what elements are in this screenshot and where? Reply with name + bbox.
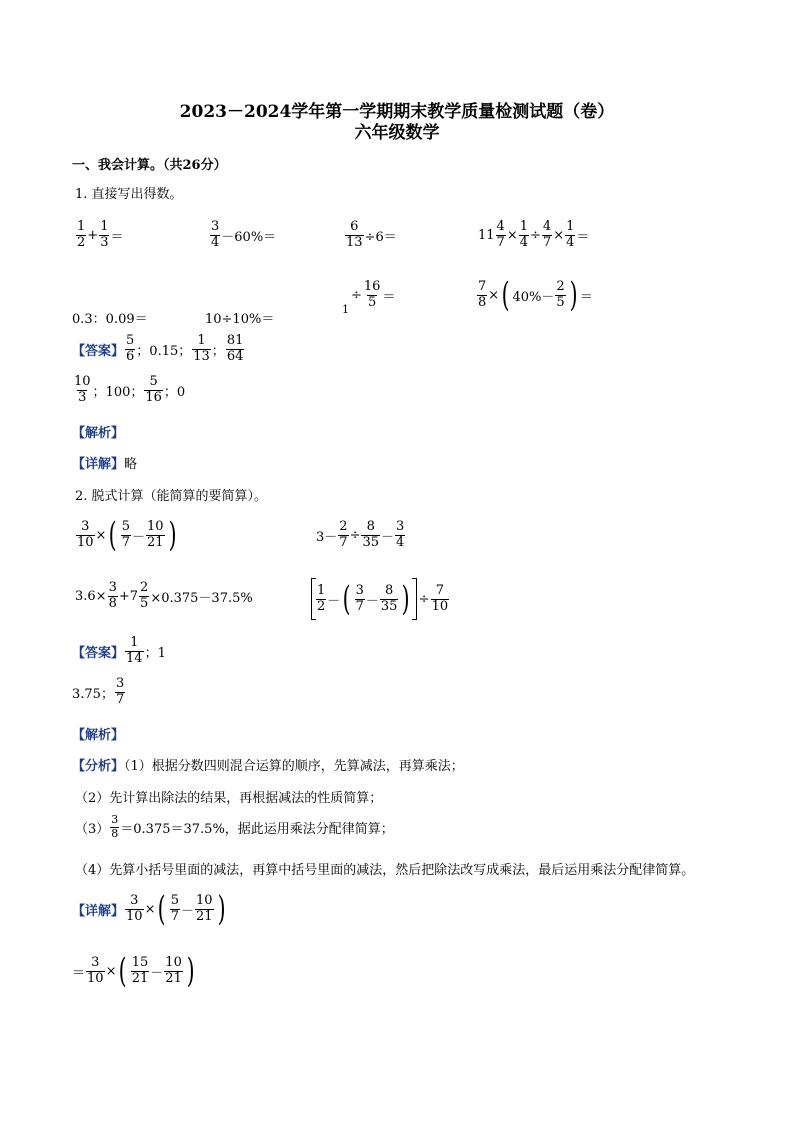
q2-detail-line1: 【详解】 $\frac{3}{10}$ × ( 5 7 － 10 21 )	[72, 889, 226, 929]
q1-expr-d: 11 $\frac{4}{7}$ × $\frac{1}{4}$ ÷ $\frac{4}{7}$ × $\frac{1}{4}$ ＝	[478, 219, 590, 250]
section-heading: 一、我会计算。（共26分）	[72, 158, 227, 173]
q1-detail: 【详解】略	[72, 457, 138, 472]
page-subtitle: 六年级数学	[354, 123, 440, 143]
q1-expr-c: $\frac{6}{13}$ ÷6＝	[346, 219, 397, 250]
q1-expr-b: 3 4 －60%＝	[211, 219, 277, 250]
q2-expr-2: 3－ $\frac{2}{7}$ ÷ $\frac{8}{35}$ － 3 4	[316, 519, 405, 550]
q2-expr-4: 1 2 － ( 3 7 － 8 35 ) ÷ $\frac{7}{10}$	[311, 578, 450, 620]
q2-answer: 【答案】 1 14 ；1	[72, 635, 166, 666]
q2-analysis-label: 【解析】	[72, 728, 125, 743]
q2-answer-line2: 3.75； 3 7	[72, 676, 125, 707]
q2-analysis-1: 【分析】（1）根据分数四则混合运算的顺序，先算减法，再算乘法；	[72, 759, 464, 774]
q1-expr-a: 1 2 + $\frac{1}{3}$ ＝	[77, 219, 124, 250]
q2-analysis-3: （3） 3 8 ＝0.375＝37.5%，据此运用乘法分配律简算；	[75, 813, 394, 840]
q1-answer-line2: 10 3 ；100； 5 16 ；0	[74, 374, 186, 405]
q1-expr-f: 10÷10%＝	[205, 312, 275, 327]
q2-expr-1: $\frac{3}{10}$ × ( 5 7 － 10 21 )	[77, 515, 177, 555]
q2-detail-line2: ＝ $\frac{3}{10}$ × ( 15 21 － 10 21 )	[72, 951, 195, 991]
q1-expr-g: 1 ÷ $\frac{16}{5}$ ＝	[342, 279, 396, 316]
q1-expr-e: 0.3：0.09＝	[72, 312, 148, 327]
q2-analysis-4: （4）先算小括号里面的减法，再算中括号里面的减法，然后把除法改写成乘法，最后运用乘法分配律简算。	[75, 863, 695, 878]
question-2-label: 2. 脱式计算（能简算的要简算）。	[75, 489, 268, 504]
q1-expr-h: $\frac{7}{8}$ × ( 40%－ 2 5 ) ＝	[478, 275, 593, 315]
q2-expr-3: 3.6× $\frac{3}{8}$ +7 $\frac{2}{5}$ ×0.375－37.5%	[75, 580, 253, 611]
q1-analysis-label: 【解析】	[72, 426, 125, 441]
q2-analysis-2: （2）先计算出除法的结果，再根据减法的性质简算；	[75, 791, 383, 806]
q1-answer: 【答案】 5 6 ；0.15； 1 13 ； 81 64	[72, 333, 244, 364]
question-1-label: 1. 直接写出得数。	[75, 187, 183, 202]
page-title: 2023－2024学年第一学期期末教学质量检测试题（卷）	[179, 102, 615, 122]
